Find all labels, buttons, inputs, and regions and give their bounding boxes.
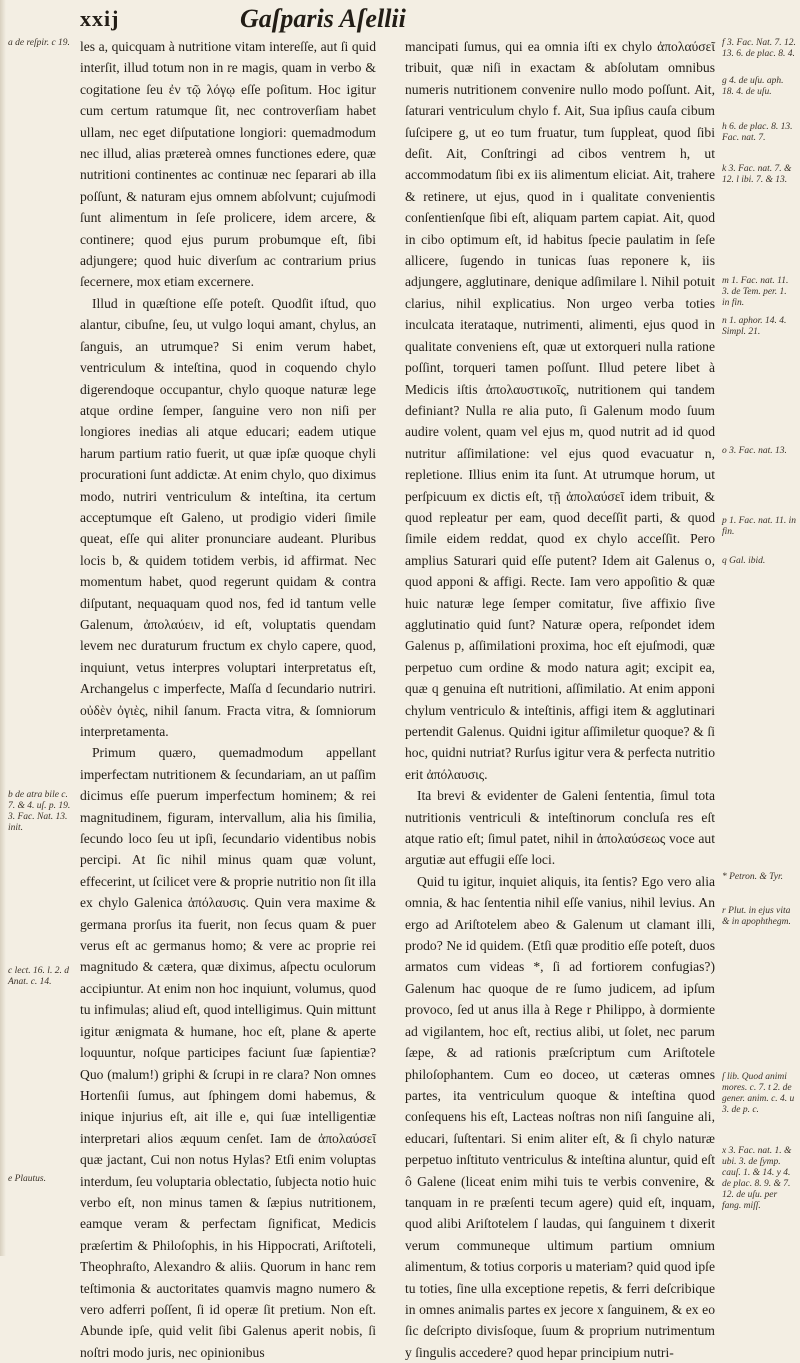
margin-note: q Gal. ibid. <box>722 556 766 566</box>
margin-note: g 4. de uſu. aph. 18. 4. de uſu. <box>722 76 784 97</box>
right-paragraph: Quid tu igitur, inquiet aliquis, ita ſentis? Ego vero alia omnia, & hac ſententia nihil eſſe vanius, nihil levius. An ergo ad Ariſtotelem abeo & Galenum ut clamant illi, prodo? Ne id quidem. (Etſi quæ proditio eſſe poteſt, duos armatos cum videas *, ſi ad fortiorem confugias?) Galenum hac quoque de re ſumo judicem, ad ipſum provoco, ſed ut anus illa à Rege r Philippo, à dormiente ad vigilantem, hoc eſt, rectius alibi, ut ſolet, nec parum ſæpe, & ad rationis præſcriptum cum Ariſtotele philoſophantem. Cum eo doceo, ut cæteras omnes partes, ita ventriculum quoque & inteſtina quod conſequens his eſt, Lacteas noſtras non niſi ſanguine ali, educari, ſuſtentari. Si enim aliter eſt, & ſi chylo naturæ perpetuo inſtituto ventriculus & inteſtina aluntur, quid eſt ô Galene (liceat enim mihi tuis te verbis convenire, & tanquam in re præſenti tecum agere) quid eſt, inquam, quod alibi Ariſtotelem ſ laudas, qui ſanguinem t dixerit verum communeque ultimum partium omnium alimentum, & totius corporis u materiam? quid quod ipſe tu toties, ſine ulla exceptione repetis, & ferri deſcribique in omnes animalis partes ex jecore x ſanguinem, & ex eo ſic deſcripto divisſoque, ſuum & proprium nutrimentum y ſingulis accedere? quod hepar principium nutri- <box>405 873 715 1360</box>
page-header <box>0 4 800 34</box>
margin-note: * Petron. & Tyr. <box>722 872 783 882</box>
margin-note: b de atra bile c. 7. & 4. uſ. p. 19. 3. Fac. Nat. 13. init. <box>8 790 71 833</box>
margin-note: r Plut. in ejus vita & in apophthegm. <box>722 906 791 927</box>
margin-note: m 1. Fac. nat. 11. 3. de Tem. per. 1. in fin. <box>722 276 789 308</box>
margin-note: h 6. de plac. 8. 13. Fac. nat. 7. <box>722 122 793 143</box>
margin-note: e Plautus. <box>8 1174 46 1184</box>
left-paragraph: les a, quicquam à nutritione vitam intereſſe, aut ſi quid interſit, illud totum non in re magis, quam in verbo & cogitatione ſeu ἐν τῷ λόγῳ eſſe poſitum. Hoc igitur cum certum ratumque ſit, nec controverſiam habet ullam, nec eget diſputatione longiori: quemadmodum nec illud, alias prætereà omnes functiones edere, quæ nutritioni continentes ac continuæ nec ſeparari ab illa poſſunt, & naturam ejus omnem abſolvunt; cujuſmodi ſunt alimentum in ſeſe prolicere, idem arcere, & continere; quod ejus purum probumque eſt, ſibi adjungere; quod huic diverſum ac contrarium prius ſecernere, mox etiam excernere. <box>80 39 376 290</box>
right-paragraph: Ita brevi & evidenter de Galeni ſententia, ſimul tota nutritionis ventriculi & inteſtinorum concluſa res eſt atque ratio eſt; ſimul patet, nihil in ἀπολαύσεως voce aut argutiæ aut effugii eſſe loci. <box>405 788 715 868</box>
left-paragraph: Primum quæro, quemadmodum appellant imperfectam nutritionem & ſecundariam, an ut paſſim dicimus eſſe puerum imperfectum hominem; & rei magnitudinem, figuram, intervallum, alia his ſimilia, ſecundo loco ſeu ut ipſi, ſecundario videntibus nobis percipi. At ſic nihil minus quam quæ volunt, effecerint, ut ſcilicet vere & proprie nutritio non ſit illa ex chylo Galenica ἀπόλαυσις. Quin vera maxime & germana prorſus ita fuerit, non ſecus quam & puer verus eſt ac germanus homo; & vere ac proprie rei magnitudo & cætera, quæ diximus, aſpectu oculorum accipiuntur. At enim non hoc inquiunt, volumus, quod tu infimulas; aliud eſt, quod intelligimus. Quin mittunt igitur ænigmata & humane, hoc eſt, plane & aperte loquuntur, noſque participes faciunt ſuæ ſapientiæ? Quo (malum!) griphi & ſcrupi in re clara? Non omnes Hortenſii ſumus, aut ſphingem domi habemus, & inique injurius eſt, ait ille e, qui ſuæ intelligentiæ interpretari alios æquum cenſet. Iam de ἀπολαύσεῖ quæ jactant, Cui non notus Hylas? Etſi enim voluptas interdum, ſeu voluptaria oblectatio, ſubjecta notio huic verbo eſt, non minus tamen & ſæpius nutritionem, eamque veram & perfectam ſignificat, Medicis præſertim & Philoſophis, in his Hippocrati, Ariſtoteli, Theophraſto, Alexandro & aliis. Quorum in hanc rem teſtimonia & auctoritates quamvis magno numero & vero adferri poſſent, ſi id operæ ſit pretium. Non eſt. Abunde ipſe, quid velit ſibi Galenus aperit nobis, ſi noſtri modo juris, nec opinionibus <box>80 745 376 1360</box>
margin-note: n 1. aphor. 14. 4. Simpl. 21. <box>722 316 787 337</box>
right-paragraph: mancipati ſumus, qui ea omnia iſti ex chylo ἀπολαύσεῖ tribuit, quæ niſi in exactam & abſolutam omnibus numeris nutritionem convenire nullo modo poſſunt. Ait, ſaturari ventriculum chylo f. Ait, Sua ipſius cauſa cibum ſuſcipere g, ut eo tum fruatur, tum ſuppleat, quod ſibi deſit. Ait, Conſtringi ad cibos ventrem h, ut accommodatum ſibi ex iis alimentum eliciat. Ait, trahere & retinere, ut ejus, quod in i qualitate convenientis conſentienſque ſibi eſt, aliquam partem capiat. Ait, quod in cibo optimum eſt, id habitus ſpecie paulatim in ſeſe allicere, ſugendo in tunicas ſuas reponere k, iis adjungere, agglutinare, denique adſimilare l. Nihil potuit clarius, nihil explicatius. Non urgeo verba toties inculcata iterataque, nutrimenti, alimenti, ejus quod in qualitate conveniens eſt, quæ ut extorqueri nulla ratione poſſint, torqueri tamen poſſunt. Illud petere libet à Medicis iſtis ἀπολαυστικοῖς, nutritionem qui tandem definiant? Nulla re alia puto, ſi Galenum modo ſuum audire volent, quam vel ejus m, quod nutrit ad id quod nutritur aſſimilatione: vel ejus quod evacuatur n, repletione. Illius enim ita ſunt. At utrumque horum, ut perſpicuum ex dictis eſt, τῇ ἀπολαύσεῖ idem tribuit, & quod repleatur per eam, quod deceſſit parti, & quod ſimile eidem reddat, quod ex chylo acceſſit. Pero amplius Saturari quid eſſe putent? Idem ait Galenus o, quod apponi & affigi. Recte. Iam vero appoſitio & quæ huic naturæ lege ſemper comitatur, ſive affixio ſive agglutinatio quid ſunt? Naturæ opera, reſpondet idem Galenus p, aſſimilationi proxima, hoc eſt ejuſmodi, quæ perpetuo cum ordine & modo natura agit; excipit ea, quæ q genuina eſt nutritioni, aſſimilatio. At enim apponi chylum ventriculo & inteſtinis, affigi item & agglutinari pertendit Galenus. Quidni igitur aſſimiletur quoque? & ſi hoc, quidni nutriat? Rurſus igitur vera & perfecta nutritio erit ἀπόλαυσις. <box>405 39 715 782</box>
margin-note: p 1. Fac. nat. 11. in fin. <box>722 516 796 537</box>
right-text-column <box>405 36 715 1360</box>
left-text-column <box>80 36 376 1360</box>
margin-note: a de reſpir. c 19. <box>8 38 70 48</box>
margin-note: c lect. 16. l. 2. d Anat. c. 14. <box>8 966 69 987</box>
margin-note: x 3. Fac. nat. 1. & ubi. 3. de ſymp. cauſ. 1. & 14. y 4. de plac. 8. 9. & 7. 12. de uſu. per fang. miſſ. <box>722 1146 792 1211</box>
margin-note: f 3. Fac. Nat. 7. 12. 13. 6. de plac. 8. 4. <box>722 38 796 59</box>
binding-shadow <box>0 0 6 1256</box>
margin-note: o 3. Fac. nat. 13. <box>722 446 787 456</box>
folio-number: xxij <box>80 6 120 31</box>
running-head: Gaſparis Aſellii <box>240 4 406 33</box>
left-paragraph: Illud in quæſtione eſſe poteſt. Quodſit iſtud, quo alantur, cibuſne, ſeu, ut vulgo loqui amant, chylus, an ſanguis, an utrumque? Si enim verum habet, ventriculum & inteſtina, quod in coquendo chylo digerendoque occupantur, chylo quoque naturæ lege atque ordine ſemper, ſanguine vero non niſi per longiores inedias ali atque educari; eadem utique harum partium ratio fuerit, ut quæ ipſæ quoque chyli procurationi ſunt addictæ. At enim chylo, quo diximus modo, nutriri ventriculum & inteſtina, ita certum acceptumque eſt Galeno, ut prodigio videri ſimile queat, eſſe qui aliter pronunciare audeant. Pluribus locis b, & quidem totidem verbis, id affirmat. Nec momentum habet, quod regerunt quidam & contra diſputant, nequaquam quod nos, fed id tantum velle Galenum, ἀπολαύειν, id eſt, voluptatis quendam levem nec duraturum fructum ex chylo capere, quod, inquiunt, vetus interpres voluptari interpretatus eſt, Archangelus c imperfecte, Maſſa d ſecundario nutriri. οὐδὲν ὀγιὲς, nihil ſanum. Fracta vitra, & ſomniorum interpretamenta. <box>80 295 376 739</box>
margin-note: k 3. Fac. nat. 7. & 12. l ibi. 7. & 13. <box>722 164 792 185</box>
margin-note: ſ lib. Quod animi mores. c. 7. t 2. de gener. anim. c. 4. u 3. de p. c. <box>722 1072 795 1115</box>
